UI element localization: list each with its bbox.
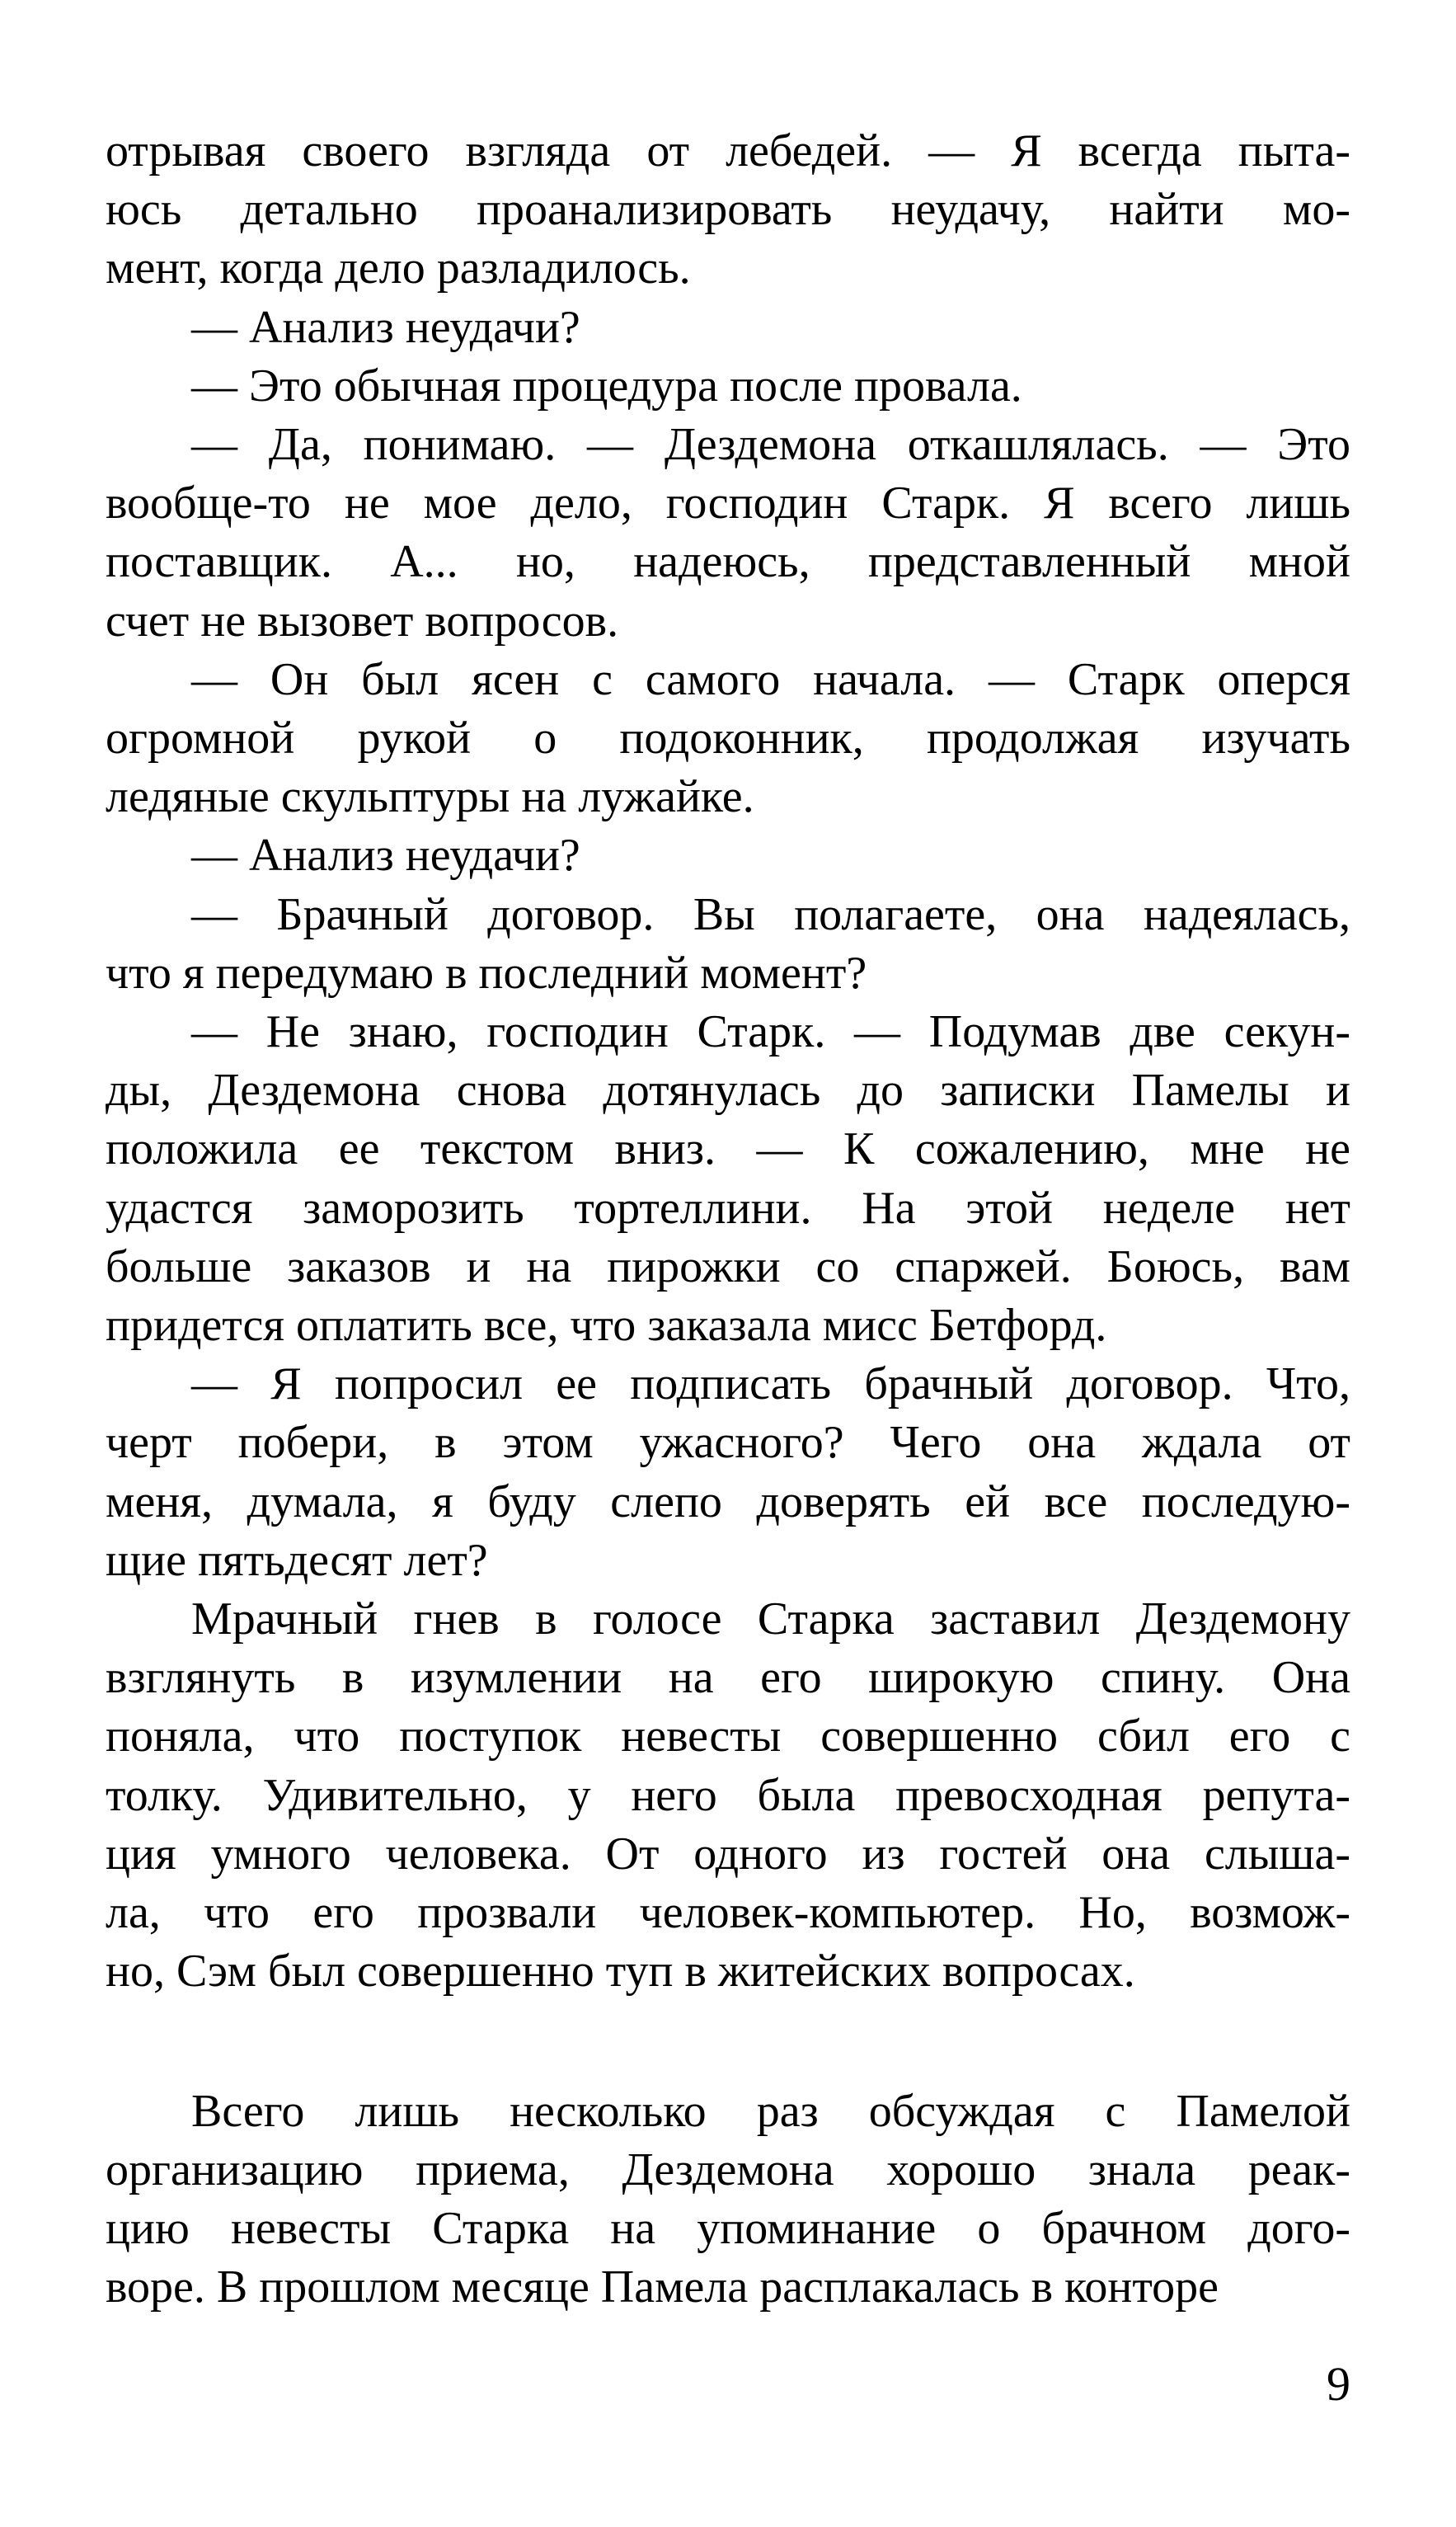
section-break — [106, 2002, 1350, 2082]
text-line: — Это обычная процедура после провала. — [191, 360, 1022, 412]
text-line: поставщик. А... но, надеюсь, представленный мной — [106, 536, 1350, 588]
text-line: воре. В прошлом месяце Памела расплакалась в конторе — [106, 2261, 1219, 2313]
text-line: но, Сэм был совершенно туп в житейских вопросах. — [106, 1946, 1135, 1998]
text-line: вообще-то не мое дело, господин Старк. Я всего лишь — [106, 478, 1350, 529]
text-line: Всего лишь несколько раз обсуждая с Памелой — [191, 2085, 1350, 2137]
text-line: черт побери, в этом ужасного? Чего она ждала от — [106, 1417, 1350, 1469]
paragraph — [106, 357, 1350, 416]
paragraph — [106, 651, 1350, 827]
text-line: — Он был ясен с самого начала. — Старк оперся — [191, 653, 1350, 705]
text-line: ция умного человека. От одного из гостей она слыша- — [106, 1828, 1350, 1880]
text-line: удастся заморозить тортеллини. На этой неделе нет — [106, 1182, 1350, 1234]
text-line: — Анализ неудачи? — [191, 830, 580, 882]
text-line: счет не вызовет вопросов. — [106, 595, 619, 647]
text-line: — Я попросил ее подписать брачный договор. Что, — [191, 1358, 1350, 1410]
body-text — [106, 122, 1350, 2317]
text-line: огромной рукой о подоконник, продолжая изучать — [106, 713, 1350, 765]
text-line: отрывая своего взгляда от лебедей. — Я всегда пыта- — [106, 125, 1350, 176]
text-line: взглянуть в изумлении на его широкую спину. Она — [106, 1652, 1350, 1704]
paragraph — [106, 886, 1350, 1003]
paragraph — [106, 299, 1350, 357]
text-line: Мрачный гнев в голосе Старка заставил Дездемону — [191, 1593, 1350, 1645]
text-line: меня, думала, я буду слепо доверять ей все последую- — [106, 1475, 1350, 1527]
paragraph — [106, 826, 1350, 885]
text-line: — Не знаю, господин Старк. — Подумав две секун- — [191, 1006, 1350, 1058]
paragraph — [106, 416, 1350, 651]
paragraph — [106, 1003, 1350, 1355]
text-line: организацию приема, Дездемона хорошо знала реак- — [106, 2143, 1350, 2195]
text-line: придется оплатить все, что заказала мисс Бетфорд. — [106, 1300, 1107, 1352]
paragraph — [106, 2082, 1350, 2318]
text-line: цию невесты Старка на упоминание о брачном дого- — [106, 2202, 1350, 2254]
paragraph — [106, 1590, 1350, 2001]
text-line: поняла, что поступок невесты совершенно сбил его с — [106, 1711, 1350, 1762]
text-line: — Да, понимаю. — Дездемона откашлялась. — Это — [191, 419, 1350, 471]
paragraph — [106, 1355, 1350, 1590]
text-line: положила ее текстом вниз. — К сожалению, мне не — [106, 1123, 1350, 1175]
paragraph — [106, 122, 1350, 299]
text-line: щие пятьдесят лет? — [106, 1534, 488, 1586]
text-line: что я передумаю в последний момент? — [106, 947, 867, 999]
text-line: — Анализ неудачи? — [191, 301, 580, 353]
text-line: толку. Удивительно, у него была превосходная репута- — [106, 1769, 1350, 1821]
page-number: 9 — [1327, 2357, 1350, 2411]
text-line: больше заказов и на пирожки со спаржей. Боюсь, вам — [106, 1240, 1350, 1292]
text-line: мент, когда дело разладилось. — [106, 242, 691, 294]
text-line: — Брачный договор. Вы полагаете, она надеялась, — [191, 888, 1350, 940]
text-line: ды, Дездемона снова дотянулась до записки Памелы и — [106, 1065, 1350, 1117]
text-line: ла, что его прозвали человек-компьютер. Но, возмож- — [106, 1887, 1350, 1939]
text-line: ледяные скульптуры на лужайке. — [106, 771, 754, 823]
text-line: юсь детально проанализировать неудачу, найти мо- — [106, 184, 1350, 236]
